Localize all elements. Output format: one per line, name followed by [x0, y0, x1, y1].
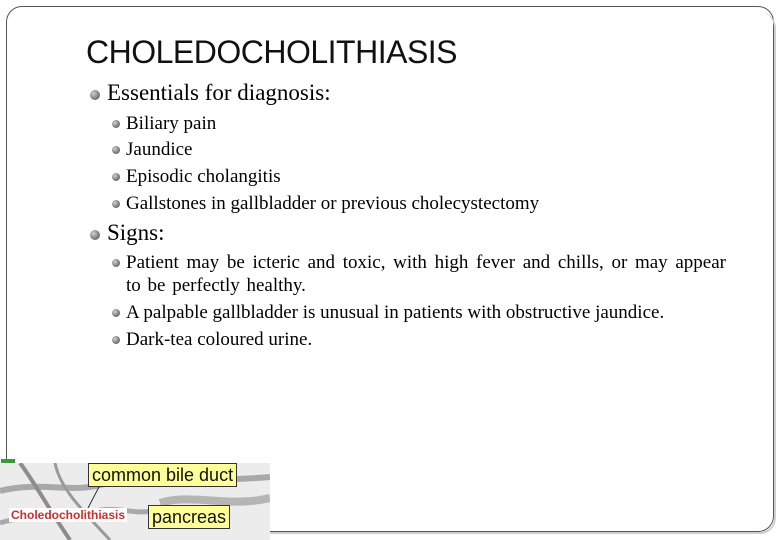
- list-item: Jaundice: [112, 138, 192, 161]
- bullet-icon: [112, 336, 120, 344]
- bullet-icon: [112, 146, 120, 154]
- label-pancreas: pancreas: [148, 505, 230, 529]
- slide-title: CHOLEDOCHOLITHIASIS: [86, 34, 458, 70]
- list-item: Dark-tea coloured urine.: [112, 328, 312, 351]
- bullet-icon: [90, 230, 100, 240]
- bullet-icon: [112, 173, 120, 181]
- section-heading-essentials: Essentials for diagnosis:: [90, 80, 331, 106]
- bullet-icon: [90, 90, 100, 100]
- bullet-icon: [112, 200, 120, 208]
- list-item: A palpable gallbladder is unusual in patients with obstructive jaundice.: [112, 301, 664, 324]
- label-common-bile-duct: common bile duct: [88, 463, 237, 487]
- list-item: Gallstones in gallbladder or previous cholecystectomy: [112, 192, 539, 215]
- bullet-icon: [112, 259, 120, 267]
- label-choledocholithiasis: Choledocholithiasis: [11, 508, 126, 522]
- list-item: Episodic cholangitis: [112, 165, 281, 188]
- list-item: Biliary pain: [112, 112, 216, 135]
- list-item: Patient may be icteric and toxic, with high fever and chills, or may appear to be perfectly healthy.: [112, 251, 726, 297]
- section-heading-signs: Signs:: [90, 220, 165, 246]
- bullet-icon: [112, 309, 120, 317]
- anatomy-illustration: [0, 463, 270, 540]
- bullet-icon: [112, 120, 120, 128]
